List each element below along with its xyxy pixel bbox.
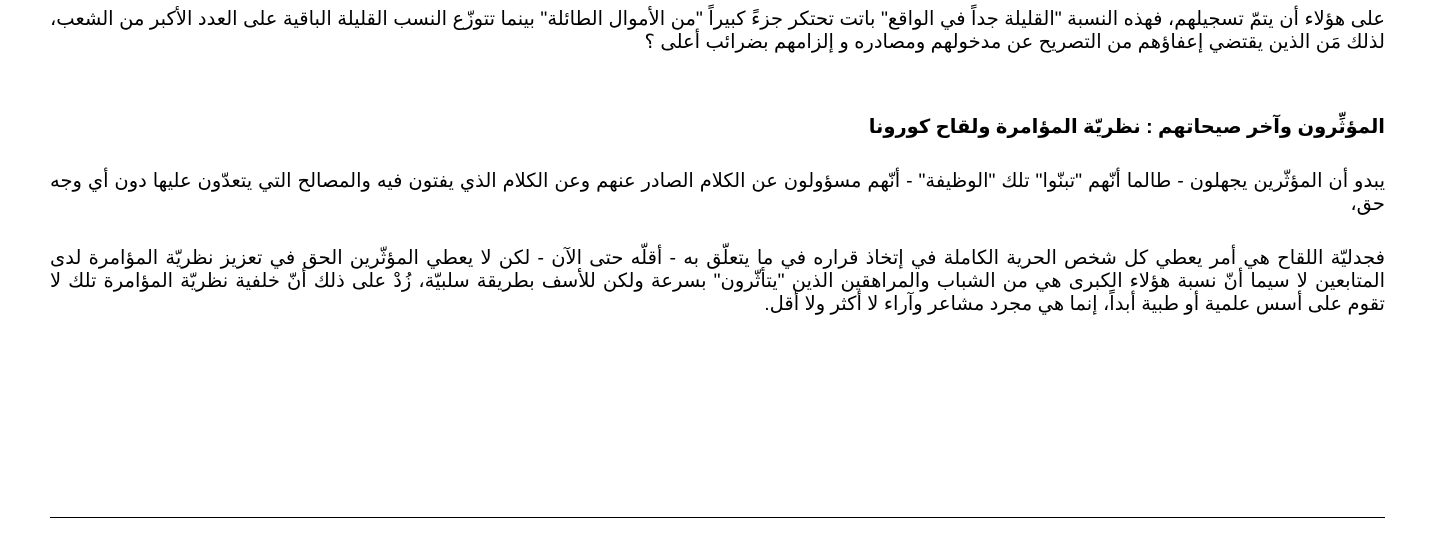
horizontal-divider [50, 517, 1385, 518]
section-heading: المؤثِّرون وآخر صيحاتهم : نظريّة المؤامرة ولقاح كورونا [868, 116, 1385, 138]
paragraph-vaccine-debate: فجدليّة اللقاح هي أمر يعطي كل شخص الحرية الكاملة في إتخاذ قراره في ما يتعلّق به - أقلّه حتى الآن - لكن لا يعطي المؤثّرين الحق في تعزيز نظريّة المؤامرة لدى المتابعين لا سيما أنّ نسبة هؤلاء الكبرى هي من الشباب والمراهقين الذين "يتأثّرون" بسرعة ولكن للأسف بطريقة سلبيّة، زُدْ على ذلك أنّ خلفية نظريّة المؤامرة تلك لا تقوم على أسس علمية أو طبية أبداً، إنما هي مجرد مشاعر وآراء لا أكثر ولا أقل. [50, 247, 1385, 315]
paragraph-taxation: على هؤلاء أن يتمّ تسجيلهم، فهذه النسبة "القليلة جداً في الواقع" باتت تحتكر جزءً كبيراً "من الأموال الطائلة" بينما تتوزّع النسب القليلة الباقية على العدد الأكبر من الشعب، لذلك مَن الذين يقتضي إعفاؤهم من التصريح عن مدخولهم ومصادره و إلزامهم بضرائب أعلى ؟ [50, 8, 1385, 53]
article-body [50, 0, 1385, 316]
paragraph-influencers: يبدو أن المؤثّرين يجهلون - طالما أنّهم "تبنّوا" تلك "الوظيفة" - أنّهم مسؤولون عن الكلام الصادر عنهم وعن الكلام الذي يفتون فيه والمصالح التي يتعدّون عليها دون أي وجه حق، [50, 170, 1385, 215]
